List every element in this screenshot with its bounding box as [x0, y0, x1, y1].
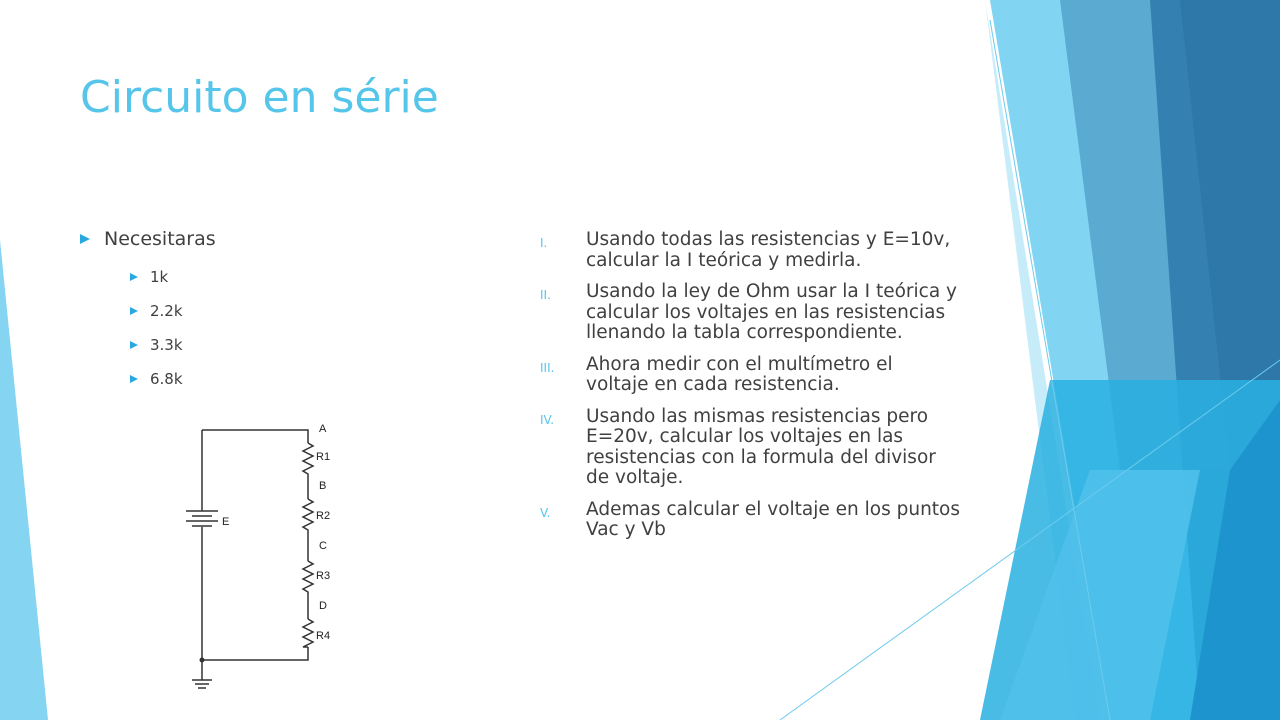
- series-circuit-diagram: [180, 415, 350, 695]
- steps-list: [540, 230, 960, 552]
- step-numeral: III.: [540, 360, 555, 375]
- source-label: E: [222, 516, 230, 528]
- resistor-label-r1: R1: [316, 451, 331, 463]
- arrow-bullet-icon: [80, 234, 90, 244]
- resistor-label-r3: R3: [316, 570, 331, 582]
- node-label-d: D: [319, 600, 327, 612]
- step-numeral: V.: [540, 505, 551, 520]
- step-item: [540, 230, 960, 271]
- node-label-a: A: [319, 423, 327, 435]
- step-text: Usando la ley de Ohm usar la I teórica y calcular los voltajes en las resistencias llenando la tabla correspondiente.: [586, 281, 958, 343]
- list-item: [130, 294, 216, 328]
- step-item: [540, 355, 960, 396]
- arrow-bullet-icon: [130, 273, 138, 281]
- arrow-bullet-icon: [130, 375, 138, 383]
- step-text: Usando las mismas resistencias pero E=20v, calcular los voltajes en las resistencias con la formula del divisor de voltaje.: [586, 405, 936, 488]
- list-item: [130, 328, 216, 362]
- resistor-r3-symbol: [303, 561, 313, 619]
- resistor-r4-symbol: [303, 619, 313, 647]
- list-item: [130, 362, 216, 396]
- step-text: Usando todas las resistencias y E=10v, calcular la I teórica y medirla.: [586, 229, 951, 271]
- step-numeral: I.: [540, 236, 548, 250]
- list-item: [130, 260, 216, 294]
- step-item: [540, 500, 960, 541]
- resistor-values-list: [80, 260, 216, 396]
- page-title: Circuito en série: [80, 72, 439, 123]
- step-numeral: II.: [540, 288, 551, 302]
- materials-heading: Necesitaras: [104, 228, 216, 250]
- materials-list: [80, 228, 216, 396]
- resistor-value: 2.2k: [150, 302, 183, 320]
- arrow-bullet-icon: [130, 307, 138, 315]
- step-text: Ahora medir con el multímetro el voltaje en cada resistencia.: [586, 353, 893, 395]
- resistor-value: 3.3k: [150, 336, 183, 354]
- resistor-label-r2: R2: [316, 510, 331, 522]
- materials-heading-item: [80, 228, 216, 396]
- step-text: Ademas calcular el voltaje en los puntos Vac y Vb: [586, 498, 961, 540]
- resistor-label-r4: R4: [316, 630, 331, 642]
- step-item: [540, 407, 960, 489]
- arrow-bullet-icon: [130, 341, 138, 349]
- step-numeral: IV.: [540, 412, 555, 427]
- resistor-r2-symbol: [303, 499, 313, 561]
- resistor-value: 6.8k: [150, 370, 183, 388]
- step-item: [540, 282, 960, 344]
- resistor-value: 1k: [150, 268, 169, 286]
- node-label-c: C: [319, 540, 327, 552]
- node-label-b: B: [319, 480, 327, 492]
- resistor-r1-symbol: [303, 443, 313, 499]
